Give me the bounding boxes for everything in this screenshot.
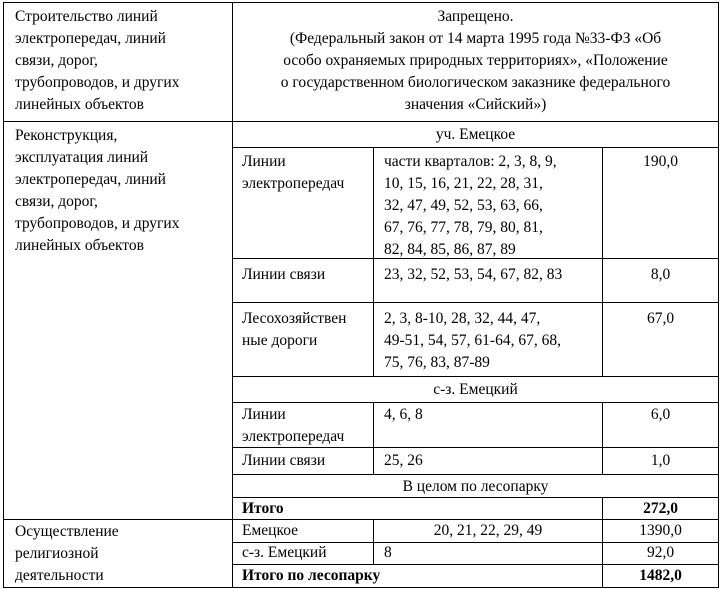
quarters-list: 20, 21, 22, 29, 49 [433,522,543,539]
total-label: Итого по лесопарку [242,567,381,584]
object-type: Емецкое [242,522,299,539]
activity-label: Реконструкция, эксплуатация линий электропередач, линий связи, дорог, трубопроводов, и других линейных объектов [15,127,180,254]
table-border-bottom [3,587,719,588]
row-divider [232,147,719,148]
section-title: с-з. Емецкий [433,381,518,398]
area-value: 190,0 [643,153,678,170]
object-type: с-з. Емецкий [242,544,327,561]
table-border-left [3,2,4,588]
park-total-title: В целом по лесопарку [402,478,549,495]
row-divider [3,121,719,122]
activity-label: Строительство линий электропередач, линий связи, дорог, трубопроводов, и других линейных объектов [15,8,180,113]
object-type: Линии связи [242,452,326,469]
row-divider [232,402,719,403]
row-divider [232,376,719,377]
table-border-top [3,2,719,3]
area-value: 67,0 [646,310,675,327]
column-divider [373,402,374,475]
activity-label: Осуществление религиозной деятельности [15,523,119,584]
area-value: 1390,0 [639,522,682,539]
area-value: 1,0 [650,452,671,469]
object-type: Линии связи [242,266,326,283]
row-divider [232,474,719,475]
quarters-list: 8 [384,544,392,561]
quarters-list: части кварталов: 2, 3, 8, 9, 10, 15, 16, 21, 22, 28, 31, 32, 47, 49, 52, 53, 63, 66, 67, 76, 77, 78, 79, 80, 81, 82, 84, 85, 86, 87, 89 [384,153,557,258]
area-value: 8,0 [650,266,671,283]
object-type: Линии электропередач [242,406,345,445]
area-value: 6,0 [650,406,671,423]
quarters-list: 23, 32, 52, 53, 54, 67, 82, 83 [384,266,563,283]
column-divider [602,147,603,377]
quarters-list: 2, 3, 8-10, 28, 32, 44, 47, 49-51, 54, 57, 61-64, 67, 68, 75, 76, 83, 87-89 [384,310,561,371]
quarters-list: 4, 6, 8 [384,406,423,423]
total-label: Итого [242,500,284,517]
column-divider [373,147,374,377]
object-type: Лесохозяйствен ные дороги [242,310,347,349]
row-divider [232,302,719,303]
object-type: Линии электропередач [242,153,345,192]
total-value: 272,0 [643,500,678,517]
quarters-list: 25, 26 [384,452,423,469]
prohibition-text: Запрещено. (Федеральный закон от 14 марта 1995 года №33-ФЗ «Об особо охраняемых природных территориях», «Положение о государственном биологическом заказнике федерального значения «Сийский») [280,8,671,113]
total-value: 1482,0 [639,567,682,584]
area-value: 92,0 [646,544,675,561]
section-title: уч. Емецкое [435,126,516,143]
table-border-right [718,2,719,588]
